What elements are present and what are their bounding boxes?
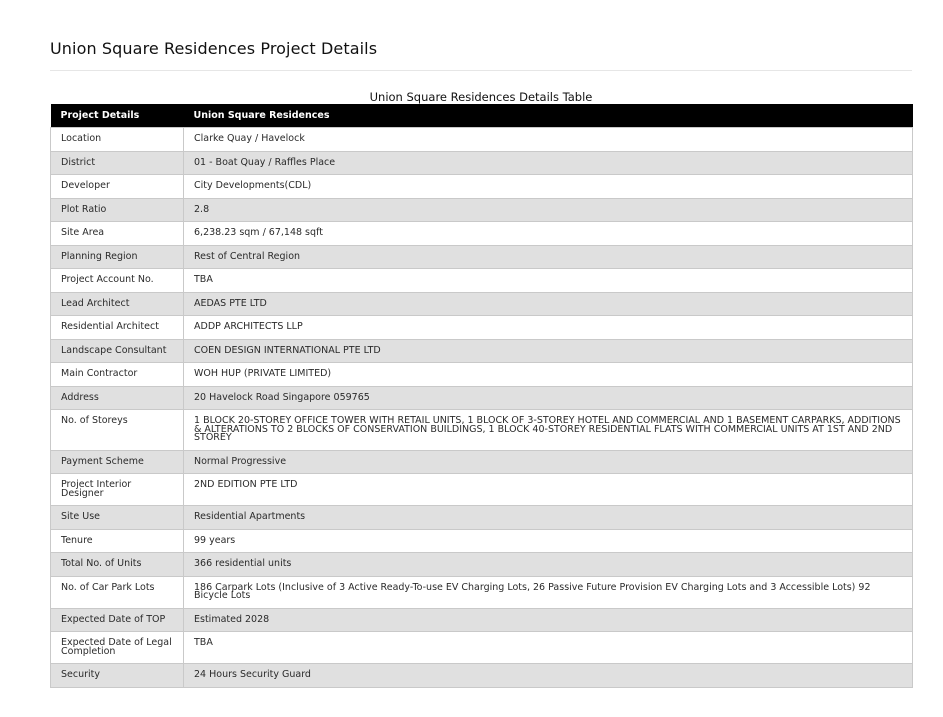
row-label: Lead Architect bbox=[51, 292, 184, 316]
row-value: TBA bbox=[184, 269, 913, 293]
row-label: Project Interior Designer bbox=[51, 474, 184, 506]
row-value: AEDAS PTE LTD bbox=[184, 292, 913, 316]
row-label: District bbox=[51, 151, 184, 175]
row-label: Address bbox=[51, 386, 184, 410]
row-value: City Developments(CDL) bbox=[184, 175, 913, 199]
divider bbox=[50, 70, 912, 71]
row-label: Project Account No. bbox=[51, 269, 184, 293]
row-label: Security bbox=[51, 664, 184, 688]
table-row bbox=[51, 316, 913, 340]
table-header-row bbox=[51, 104, 913, 128]
row-value: Clarke Quay / Havelock bbox=[184, 128, 913, 152]
row-value: 2.8 bbox=[184, 198, 913, 222]
page-title: Union Square Residences Project Details bbox=[50, 39, 378, 58]
table-row bbox=[51, 410, 913, 451]
row-value: 24 Hours Security Guard bbox=[184, 664, 913, 688]
row-value: 01 - Boat Quay / Raffles Place bbox=[184, 151, 913, 175]
row-value: Rest of Central Region bbox=[184, 245, 913, 269]
table-row bbox=[51, 608, 913, 632]
table-row bbox=[51, 128, 913, 152]
row-value: COEN DESIGN INTERNATIONAL PTE LTD bbox=[184, 339, 913, 363]
table-row bbox=[51, 529, 913, 553]
header-cell: Union Square Residences bbox=[184, 104, 913, 128]
row-value: WOH HUP (PRIVATE LIMITED) bbox=[184, 363, 913, 387]
row-label: Residential Architect bbox=[51, 316, 184, 340]
table-row bbox=[51, 474, 913, 506]
row-value: 186 Carpark Lots (Inclusive of 3 Active Ready-To-use EV Charging Lots, 26 Passive Future Provision EV Charging Lots and 3 Accessible Lots) 92 Bicycle Lots bbox=[184, 576, 913, 608]
row-label: Landscape Consultant bbox=[51, 339, 184, 363]
row-value: TBA bbox=[184, 632, 913, 664]
table-row bbox=[51, 632, 913, 664]
row-label: Site Area bbox=[51, 222, 184, 246]
row-label: Plot Ratio bbox=[51, 198, 184, 222]
table-row bbox=[51, 222, 913, 246]
table-row bbox=[51, 450, 913, 474]
table-row bbox=[51, 664, 913, 688]
table-row bbox=[51, 175, 913, 199]
row-label: No. of Car Park Lots bbox=[51, 576, 184, 608]
table-row bbox=[51, 339, 913, 363]
row-value: 20 Havelock Road Singapore 059765 bbox=[184, 386, 913, 410]
row-label: No. of Storeys bbox=[51, 410, 184, 451]
row-value: ADDP ARCHITECTS LLP bbox=[184, 316, 913, 340]
table-row bbox=[51, 151, 913, 175]
row-value: 99 years bbox=[184, 529, 913, 553]
table-row bbox=[51, 363, 913, 387]
table-row bbox=[51, 245, 913, 269]
row-value: 6,238.23 sqm / 67,148 sqft bbox=[184, 222, 913, 246]
row-label: Site Use bbox=[51, 506, 184, 530]
table-row bbox=[51, 576, 913, 608]
row-value: Residential Apartments bbox=[184, 506, 913, 530]
details-table bbox=[50, 104, 913, 688]
table-row bbox=[51, 198, 913, 222]
row-label: Total No. of Units bbox=[51, 553, 184, 577]
row-label: Planning Region bbox=[51, 245, 184, 269]
header-cell: Project Details bbox=[51, 104, 184, 128]
row-label: Developer bbox=[51, 175, 184, 199]
table-caption: Union Square Residences Details Table bbox=[369, 90, 593, 104]
table-row bbox=[51, 553, 913, 577]
row-label: Payment Scheme bbox=[51, 450, 184, 474]
table-row bbox=[51, 386, 913, 410]
row-label: Expected Date of TOP bbox=[51, 608, 184, 632]
table-row bbox=[51, 506, 913, 530]
row-label: Expected Date of Legal Completion bbox=[51, 632, 184, 664]
row-label: Main Contractor bbox=[51, 363, 184, 387]
row-value: Normal Progressive bbox=[184, 450, 913, 474]
row-value: 2ND EDITION PTE LTD bbox=[184, 474, 913, 506]
row-value: 1 BLOCK 20-STOREY OFFICE TOWER WITH RETAIL UNITS, 1 BLOCK OF 3-STOREY HOTEL AND COMMERCIAL AND 1 BASEMENT CARPARKS, ADDITIONS & ALTERATIONS TO 2 BLOCKS OF CONSERVATION BUILDINGS, 1 BLOCK 40-STOREY RESIDENTIAL FLATS WITH COMMERCIAL UNITS AT 1ST AND 2ND STOREY bbox=[184, 410, 913, 451]
table-row bbox=[51, 269, 913, 293]
row-label: Location bbox=[51, 128, 184, 152]
row-value: 366 residential units bbox=[184, 553, 913, 577]
row-value: Estimated 2028 bbox=[184, 608, 913, 632]
table-row bbox=[51, 292, 913, 316]
row-label: Tenure bbox=[51, 529, 184, 553]
